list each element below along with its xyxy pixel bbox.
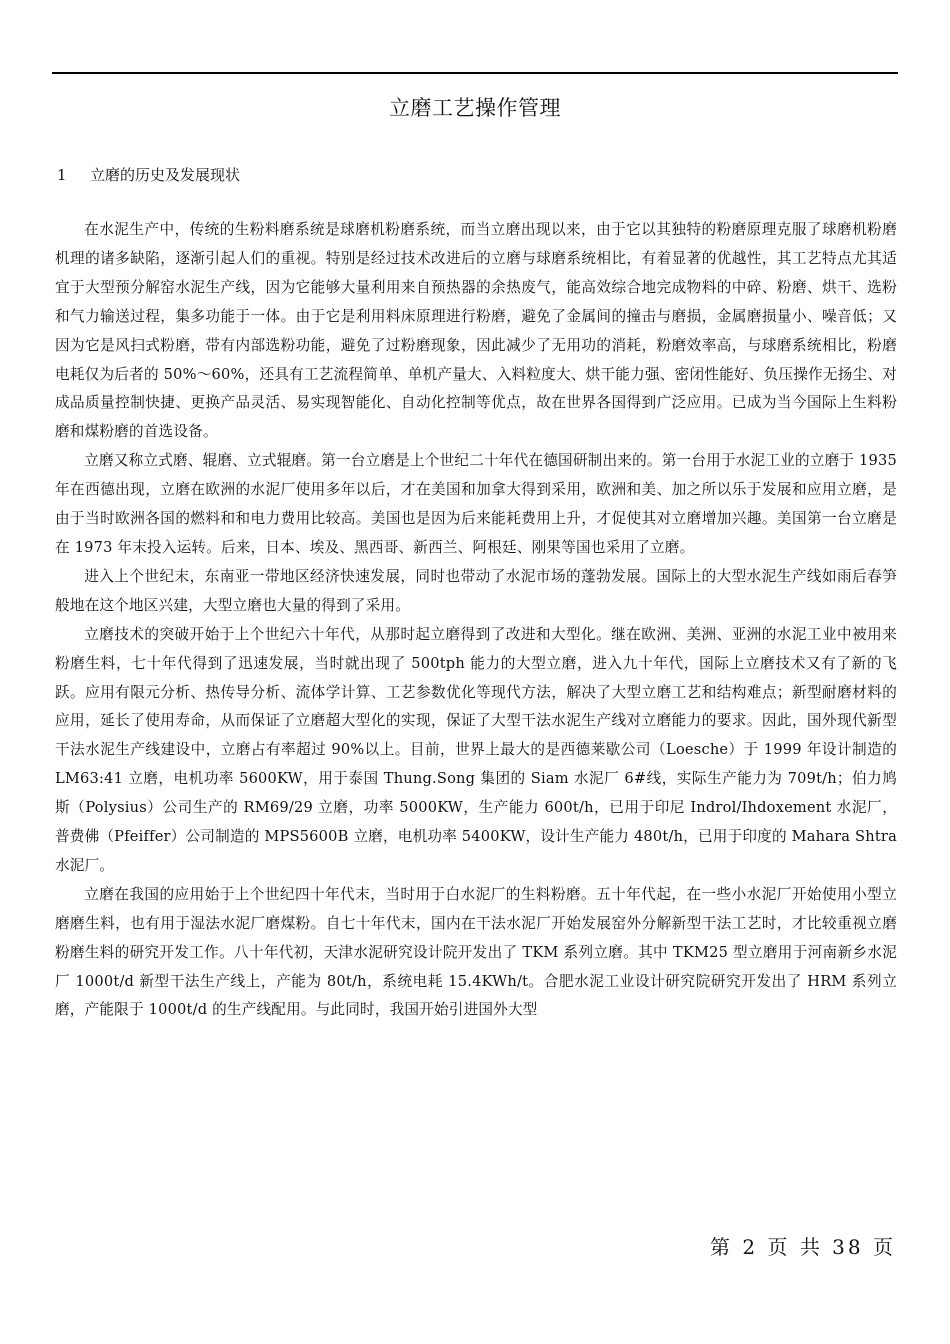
paragraph: 立磨在我国的应用始于上个世纪四十年代末，当时用于白水泥厂的生料粉磨。五十年代起，在一些小水泥厂开始使用小型立磨磨生料，也有用于湿法水泥厂磨煤粉。自七十年代末，国内在干法水泥厂开始发展窑外分解新型干法工艺时，才比较重视立磨粉磨生料的研究开发工作。八十年代初，天津水泥研究设计院开发出了 TKM 系列立磨。其中 TKM25 型立磨用于河南新乡水泥厂 1000t/d 新型干法生产线上，产能为 80t/h，系统电耗 15.4KWh/t。合肥水泥工业设计研究院研究开发出了 HRM 系列立磨，产能限于 1000t/d 的生产线配用。与此同时，我国开始引进国外大型: [55, 885, 897, 1019]
section-number: 1: [57, 166, 67, 184]
paragraph: 立磨技术的突破开始于上个世纪六十年代，从那时起立磨得到了改进和大型化。继在欧洲、美洲、亚洲的水泥工业中被用来粉磨生料，七十年代得到了迅速发展，当时就出现了 500tph 能力的大型立磨，进入九十年代，国际上立磨技术又有了新的飞跃。应用有限元分析、热传导分析、流体学计算、工艺参数优化等现代方法，解决了大型立磨工艺和结构难点；新型耐磨材料的应用，延长了使用寿命，从而保证了立磨超大型化的实现，保证了大型干法水泥生产线对立磨能力的要求。因此，国外现代新型干法水泥生产线建设中，立磨占有率超过 90%以上。目前，世界上最大的是西德莱歇公司（Loesche）于 1999 年设计制造的 LM63:41 立磨，电机功率 5600KW，用于泰国 Thung.Song 集团的 Siam 水泥厂 6#线，实际生产能力为 709t/h；伯力鸠斯（Polysius）公司生产的 RM69/29 立磨，功率 5000KW，生产能力 600t/h，已用于印尼 Indrol/Ihdoxement 水泥厂，普费佛（Pfeiffer）公司制造的 MPS5600B 立磨，电机功率 5400KW，设计生产能力 480t/h，已用于印度的 Mahara Shtra 水泥厂。: [55, 625, 897, 874]
paragraph: 在水泥生产中，传统的生粉料磨系统是球磨机粉磨系统，而当立磨出现以来，由于它以其独特的粉磨原理克服了球磨机粉磨机理的诸多缺陷，逐渐引起人们的重视。特别是经过技术改进后的立磨与球磨系统相比，有着显著的优越性，其工艺特点尤其适宜于大型预分解窑水泥生产线，因为它能够大量利用来自预热器的余热废气，能高效综合地完成物料的中碎、粉磨、烘干、选粉和气力输送过程，集多功能于一体。由于它是利用料床原理进行粉磨，避免了金属间的撞击与磨损，金属磨损量小、噪音低；又因为它是风扫式粉磨，带有内部选粉功能，避免了过粉磨现象，因此减少了无用功的消耗，粉磨效率高，与球磨系统相比，粉磨电耗仅为后者的 50%～60%，还具有工艺流程简单、单机产量大、入料粒度大、烘干能力强、密闭性能好、负压操作无扬尘、对成品质量控制快捷、更换产品灵活、易实现智能化、自动化控制等优点，故在世界各国得到广泛应用。已成为当今国际上生料粉磨和煤粉磨的首选设备。: [55, 221, 897, 441]
body-text: [55, 216, 897, 1025]
paragraph: 进入上个世纪末，东南亚一带地区经济快速发展，同时也带动了水泥市场的蓬勃发展。国际上的大型水泥生产线如雨后春笋般地在这个地区兴建，大型立磨也大量的得到了采用。: [55, 567, 897, 614]
header-rule: [52, 72, 898, 74]
paragraph: 立磨又称立式磨、辊磨、立式辊磨。第一台立磨是上个世纪二十年代在德国研制出来的。第一台用于水泥工业的立磨于 1935 年在西德出现，立磨在欧洲的水泥厂使用多年以后，才在美国和加拿大得到采用，欧洲和美、加之所以乐于发展和应用立磨，是由于当时欧洲各国的燃料和和电力费用比较高。美国也是因为后来能耗费用上升，才促使其对立磨增加兴趣。美国第一台立磨是在 1973 年末投入运转。后来，日本、埃及、黑西哥、新西兰、阿根廷、刚果等国也采用了立磨。: [55, 452, 897, 556]
page-number: 第 2 页 共 38 页: [710, 1235, 896, 1259]
section-heading: [57, 163, 240, 187]
section-title: 立磨的历史及发展现状: [90, 166, 241, 184]
document-title: 立磨工艺操作管理: [389, 96, 561, 120]
